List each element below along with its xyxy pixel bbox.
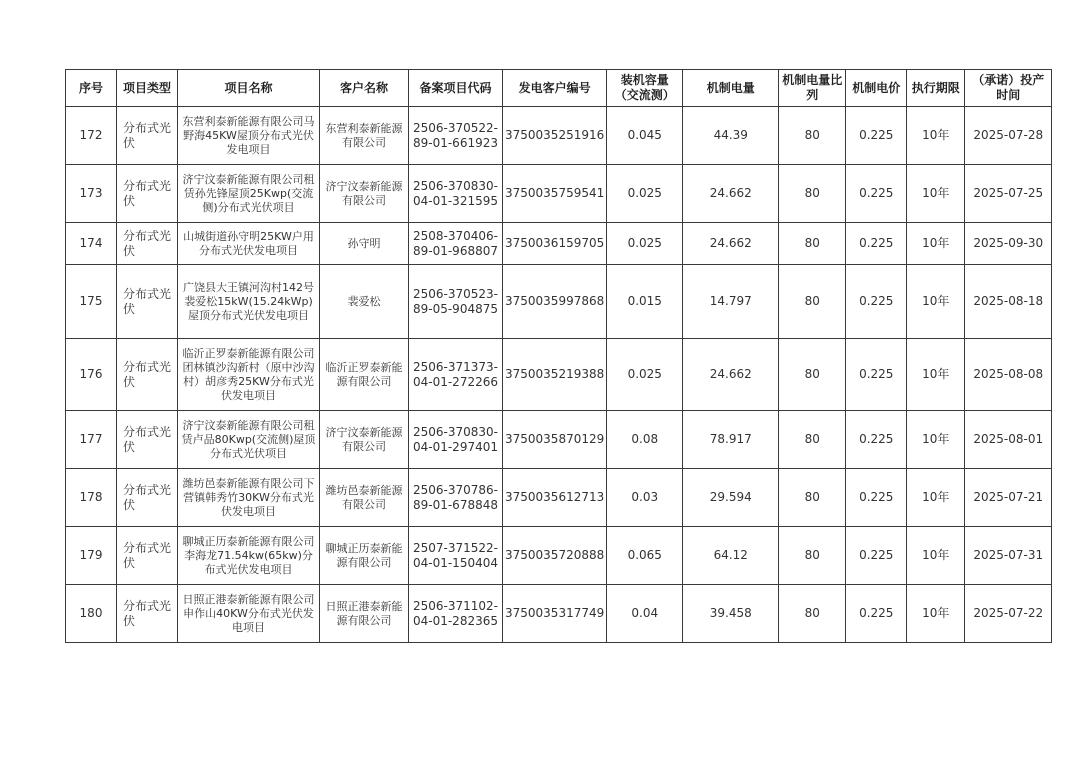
cell-client-no: 3750035612713 [503, 469, 607, 527]
cell-no: 174 [66, 223, 117, 265]
cell-code: 2507-371522-04-01-150404 [409, 527, 503, 585]
cell-project-name: 聊城正历泰新能源有限公司李海龙71.54kw(65kw)分布式光伏发电项目 [178, 527, 320, 585]
table-row [66, 107, 1052, 165]
header-type: 项目类型 [117, 70, 178, 107]
cell-type: 分布式光伏 [117, 339, 178, 411]
cell-type: 分布式光伏 [117, 265, 178, 339]
cell-mech-power: 24.662 [683, 223, 779, 265]
table-row [66, 339, 1052, 411]
cell-capacity: 0.065 [607, 527, 683, 585]
cell-price: 0.225 [846, 165, 907, 223]
cell-customer: 临沂正罗泰新能源有限公司 [320, 339, 409, 411]
cell-type: 分布式光伏 [117, 585, 178, 643]
header-price: 机制电价 [846, 70, 907, 107]
cell-term: 10年 [907, 585, 965, 643]
cell-date: 2025-07-31 [965, 527, 1052, 585]
cell-price: 0.225 [846, 223, 907, 265]
cell-price: 0.225 [846, 585, 907, 643]
cell-term: 10年 [907, 265, 965, 339]
cell-date: 2025-09-30 [965, 223, 1052, 265]
cell-mech-power: 14.797 [683, 265, 779, 339]
table-row [66, 223, 1052, 265]
cell-mech-power: 64.12 [683, 527, 779, 585]
header-term: 执行期限 [907, 70, 965, 107]
cell-customer: 日照正港泰新能源有限公司 [320, 585, 409, 643]
cell-type: 分布式光伏 [117, 165, 178, 223]
header-date: （承诺）投产时间 [965, 70, 1052, 107]
cell-term: 10年 [907, 223, 965, 265]
cell-capacity: 0.08 [607, 411, 683, 469]
cell-code: 2506-370522-89-01-661923 [409, 107, 503, 165]
cell-ratio: 80 [779, 469, 846, 527]
cell-customer: 裴爱松 [320, 265, 409, 339]
cell-ratio: 80 [779, 585, 846, 643]
cell-code: 2508-370406-89-01-968807 [409, 223, 503, 265]
cell-code: 2506-371373-04-01-272266 [409, 339, 503, 411]
cell-code: 2506-370786-89-01-678848 [409, 469, 503, 527]
cell-customer: 潍坊邑泰新能源有限公司 [320, 469, 409, 527]
header-mech-power: 机制电量 [683, 70, 779, 107]
cell-ratio: 80 [779, 527, 846, 585]
cell-project-name: 山城街道孙守明25KW户用分布式光伏发电项目 [178, 223, 320, 265]
cell-capacity: 0.04 [607, 585, 683, 643]
cell-capacity: 0.025 [607, 165, 683, 223]
cell-project-name: 东营利泰新能源有限公司马野海45KW屋顶分布式光伏发电项目 [178, 107, 320, 165]
cell-client-no: 3750035317749 [503, 585, 607, 643]
cell-no: 178 [66, 469, 117, 527]
cell-no: 180 [66, 585, 117, 643]
cell-price: 0.225 [846, 265, 907, 339]
cell-project-name: 日照正港泰新能源有限公司申作山40KW分布式光伏发电项目 [178, 585, 320, 643]
cell-project-name: 潍坊邑泰新能源有限公司下营镇韩秀竹30KW分布式光伏发电项目 [178, 469, 320, 527]
cell-type: 分布式光伏 [117, 411, 178, 469]
cell-project-name: 广饶县大王镇河沟村142号裴爱松15kW(15.24kWp)屋顶分布式光伏发电项目 [178, 265, 320, 339]
table-row [66, 527, 1052, 585]
cell-ratio: 80 [779, 265, 846, 339]
cell-client-no: 3750035219388 [503, 339, 607, 411]
cell-no: 175 [66, 265, 117, 339]
cell-mech-power: 24.662 [683, 165, 779, 223]
cell-client-no: 3750035870129 [503, 411, 607, 469]
cell-customer: 济宁汶泰新能源有限公司 [320, 411, 409, 469]
cell-term: 10年 [907, 527, 965, 585]
header-no: 序号 [66, 70, 117, 107]
cell-ratio: 80 [779, 223, 846, 265]
cell-price: 0.225 [846, 107, 907, 165]
cell-client-no: 3750035759541 [503, 165, 607, 223]
cell-price: 0.225 [846, 339, 907, 411]
cell-ratio: 80 [779, 411, 846, 469]
cell-mech-power: 78.917 [683, 411, 779, 469]
cell-term: 10年 [907, 469, 965, 527]
table-row [66, 265, 1052, 339]
cell-project-name: 济宁汶泰新能源有限公司租赁卢品80Kwp(交流侧)屋顶分布式光伏项目 [178, 411, 320, 469]
cell-customer: 济宁汶泰新能源有限公司 [320, 165, 409, 223]
cell-client-no: 3750035251916 [503, 107, 607, 165]
cell-date: 2025-08-01 [965, 411, 1052, 469]
cell-mech-power: 44.39 [683, 107, 779, 165]
cell-price: 0.225 [846, 411, 907, 469]
cell-date: 2025-08-18 [965, 265, 1052, 339]
table-row [66, 411, 1052, 469]
cell-project-name: 临沂正罗泰新能源有限公司团林镇沙沟新村（原中沙沟村）胡彦秀25KW分布式光伏发电项目 [178, 339, 320, 411]
cell-capacity: 0.015 [607, 265, 683, 339]
cell-client-no: 3750036159705 [503, 223, 607, 265]
header-code: 备案项目代码 [409, 70, 503, 107]
cell-date: 2025-07-21 [965, 469, 1052, 527]
cell-no: 173 [66, 165, 117, 223]
cell-ratio: 80 [779, 165, 846, 223]
cell-customer: 聊城正历泰新能源有限公司 [320, 527, 409, 585]
cell-client-no: 3750035997868 [503, 265, 607, 339]
cell-term: 10年 [907, 411, 965, 469]
cell-capacity: 0.045 [607, 107, 683, 165]
cell-type: 分布式光伏 [117, 223, 178, 265]
cell-type: 分布式光伏 [117, 107, 178, 165]
cell-date: 2025-07-28 [965, 107, 1052, 165]
project-table [65, 69, 1052, 643]
header-customer: 客户名称 [320, 70, 409, 107]
table-row [66, 469, 1052, 527]
cell-ratio: 80 [779, 107, 846, 165]
cell-type: 分布式光伏 [117, 527, 178, 585]
cell-code: 2506-370523-89-05-904875 [409, 265, 503, 339]
cell-capacity: 0.025 [607, 339, 683, 411]
cell-mech-power: 39.458 [683, 585, 779, 643]
cell-date: 2025-07-22 [965, 585, 1052, 643]
cell-mech-power: 29.594 [683, 469, 779, 527]
cell-price: 0.225 [846, 469, 907, 527]
table-row [66, 585, 1052, 643]
cell-client-no: 3750035720888 [503, 527, 607, 585]
header-row [66, 70, 1052, 107]
cell-term: 10年 [907, 107, 965, 165]
cell-code: 2506-370830-04-01-321595 [409, 165, 503, 223]
cell-no: 172 [66, 107, 117, 165]
cell-capacity: 0.025 [607, 223, 683, 265]
cell-project-name: 济宁汶泰新能源有限公司租赁孙先锋屋顶25Kwp(交流侧)分布式光伏项目 [178, 165, 320, 223]
cell-no: 176 [66, 339, 117, 411]
cell-ratio: 80 [779, 339, 846, 411]
header-name: 项目名称 [178, 70, 320, 107]
table-row [66, 165, 1052, 223]
header-client-no: 发电客户编号 [503, 70, 607, 107]
header-ratio: 机制电量比列 [779, 70, 846, 107]
cell-price: 0.225 [846, 527, 907, 585]
cell-no: 179 [66, 527, 117, 585]
cell-term: 10年 [907, 339, 965, 411]
cell-no: 177 [66, 411, 117, 469]
cell-customer: 东营利泰新能源有限公司 [320, 107, 409, 165]
cell-date: 2025-07-25 [965, 165, 1052, 223]
cell-type: 分布式光伏 [117, 469, 178, 527]
header-capacity: 装机容量（交流测） [607, 70, 683, 107]
cell-code: 2506-371102-04-01-282365 [409, 585, 503, 643]
cell-mech-power: 24.662 [683, 339, 779, 411]
cell-capacity: 0.03 [607, 469, 683, 527]
cell-term: 10年 [907, 165, 965, 223]
cell-customer: 孙守明 [320, 223, 409, 265]
cell-code: 2506-370830-04-01-297401 [409, 411, 503, 469]
cell-date: 2025-08-08 [965, 339, 1052, 411]
